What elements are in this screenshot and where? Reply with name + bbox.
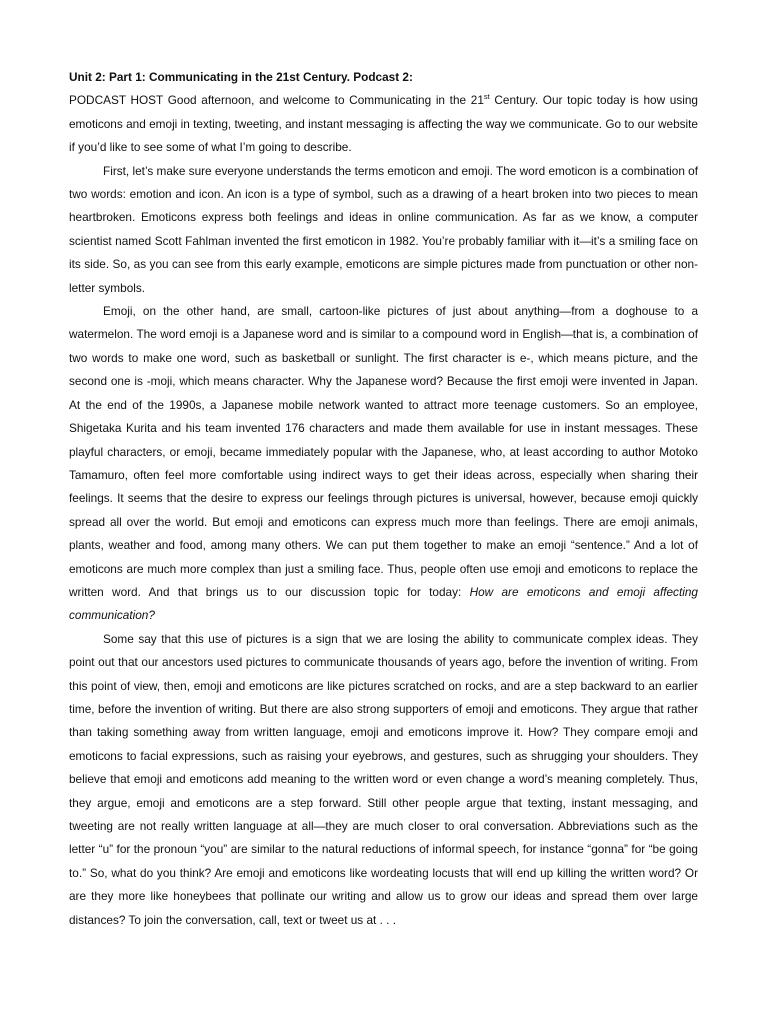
document-title: Unit 2: Part 1: Communicating in the 21st Century. Podcast 2: [69,70,413,84]
discussion-question: How are emoticons and emoji affecting communication? [69,584,698,623]
intro-text-end: Century. Our topic today is how using emoticons and emoji in texting, tweeting, and instant messaging is affecting the way we communicate. Go to our website if you’d like to see some of what I’m going to describe. [69,93,698,155]
paragraph-emoji-history [69,300,698,628]
intro-paragraph [69,89,698,159]
ordinal-suffix: st [483,92,490,102]
paragraph-emoticon-definition: First, let’s make sure everyone understands the terms emoticon and emoji. The word emoticon is a combination of two words: emotion and icon. An icon is a type of symbol, such as a drawing of a heart broken into two pieces to mean heartbroken. Emoticons express both feelings and ideas in online communication. As far as we know, a computer scientist named Scott Fahlman invented the first emoticon in 1982. You’re probably familiar with it—it’s a smiling face on its side. So, as you can see from this early example, emoticons are simple pictures made from punctuation or other non-letter symbols. [69,163,698,295]
intro-text-start: PODCAST HOST Good afternoon, and welcome to Communicating in the 21 [69,93,484,108]
paragraph-debate: Some say that this use of pictures is a sign that we are losing the ability to communicate complex ideas. They point out that our ancestors used pictures to communicate thousands of years ago, before the invention of writing. From this point of view, then, emoji and emoticons are like pictures scratched on rocks, and are a step backward to an earlier time, before the invention of writing. But there are also strong supporters of emoji and emoticons. They argue that rather than taking something away from written language, emoji and emoticons improve it. How? They compare emoji and emoticons to facial expressions, such as raising your eyebrows, and gestures, such as shrugging your shoulders. They believe that emoji and emoticons add meaning to the written word or even change a word’s meaning completely. Thus, they argue, emoji and emoticons are a step forward. Still other people argue that texting, instant messaging, and tweeting are not really written language at all—they are much closer to oral conversation. Abbreviations such as the letter “u” for the pronoun “you” are similar to the natural reductions of informal speech, for instance “gonna” for “be going to.” So, what do you think? Are emoji and emoticons like wordeating locusts that will end up killing the written word? Or are they more like honeybees that pollinate our writing and allow us to grow our ideas and spread them over large distances? To join the conversation, call, text or tweet us at . . . [69,631,698,927]
paragraph-emoji-history-text: Emoji, on the other hand, are small, cartoon-like pictures of just about anything—from a doghouse to a watermelon. The word emoji is a Japanese word and is similar to a compound word in English—that is, a combination of two words to make one word, such as basketball or sunlight. The first character is e-, which means picture, and the second one is -moji, which means character. Why the Japanese word? Because the first emoji were invented in Japan. At the end of the 1990s, a Japanese mobile network wanted to attract more teenage customers. So an employee, Shigetaka Kurita and his team invented 176 characters and made them available for use in instant messages. These playful characters, or emoji, became immediately popular with the Japanese, who, at least according to author Motoko Tamamuro, often feel more comfortable using indirect ways to get their ideas across, especially when sharing their feelings. It seems that the desire to express our feelings through pictures is universal, however, because emoji quickly spread all over the world. But emoji and emoticons can express much more than feelings. There are emoji animals, plants, weather and food, among many others. We can put them together to make an emoji “sentence.” And a lot of emoticons are much more complex than just a smiling face. Thus, people often use emoji and emoticons to replace the written word. And that brings us to our discussion topic for today: [69,304,698,599]
